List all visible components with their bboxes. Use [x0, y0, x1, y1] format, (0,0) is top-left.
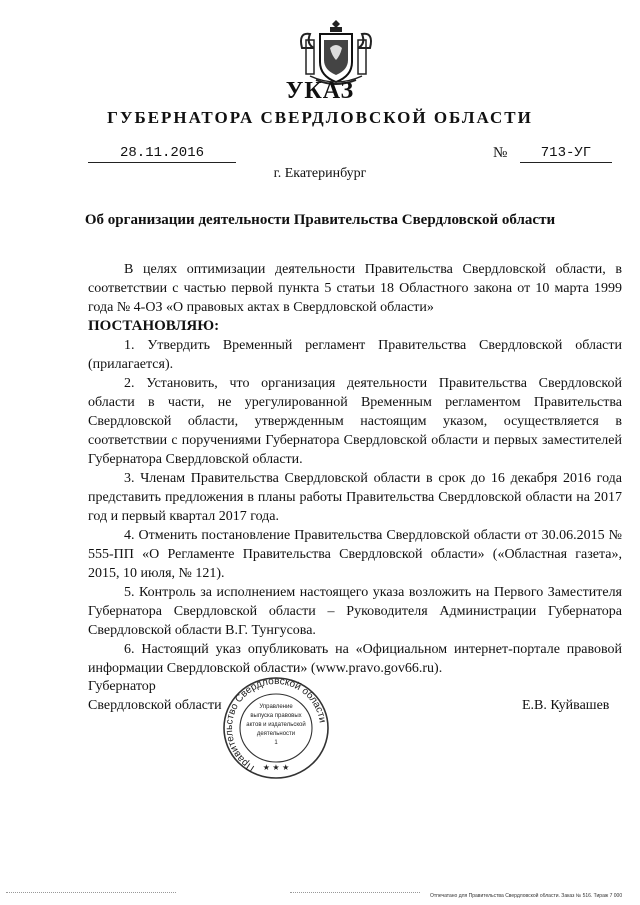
decree-date: 28.11.2016 [88, 144, 236, 163]
scan-artifact-middle [290, 892, 420, 899]
item-4: 4. Отменить постановление Правительства Свердловской области от 30.06.2015 № 555-ПП «О Регламенте Правительства Свердловской области» («Областная газета», 2015, 10 июля, № 121). [88, 528, 622, 581]
document-heading: Об организации деятельности Правительства Свердловской области [84, 212, 556, 228]
decree-number: 713-УГ [520, 144, 612, 163]
number-sign: № [493, 145, 508, 161]
stamp-center-line1: Управление [259, 704, 293, 710]
stamp-center-line5: 1 [274, 740, 278, 746]
decree-title: УКАЗ [285, 78, 355, 104]
print-footer-note: Отпечатано для Правительства Свердловской области. Заказ № 516. Тираж 7 000 [430, 893, 623, 899]
item-6: 6. Настоящий указ опубликовать на «Официальном интернет-портале правовой информации Свердловской области» (www.pravo.gov66.ru). [88, 642, 622, 676]
scan-artifact-left [6, 892, 176, 899]
signatory-position [88, 677, 222, 715]
item-5: 5. Контроль за исполнением настоящего указа возложить на Первого Заместителя Губернатора Свердловской области – Руководителя Администрации Губернатора Свердловской области В.Г. Тунгусова. [88, 585, 622, 638]
document-body [88, 260, 622, 678]
item-1: 1. Утвердить Временный регламент Правительства Свердловской области (прилагается). [88, 338, 622, 372]
official-stamp [216, 672, 336, 784]
item-2: 2. Установить, что организация деятельности Правительства Свердловской области в части, не урегулированной Временным регламентом Правительства Свердловской области, утвержденным настоящим указом, осуществляется в соответствии с поручениями Губернатора Свердловской области и первых заместителей Губернатора Свердловской области. [88, 376, 622, 467]
stamp-center-line4: деятельности [256, 731, 296, 737]
signatory-position-line2: Свердловской области [88, 698, 222, 713]
item-3: 3. Членам Правительства Свердловской области в срок до 16 декабря 2016 года представить предложения в планы работы Правительства Свердловской области на 2017 год и первый квартал 2017 года. [88, 471, 622, 524]
preamble-paragraph: В целях оптимизации деятельности Правительства Свердловской области, в соответствии с частью первой пункта 5 статьи 18 Областного закона от 10 марта 1999 года № 4-ОЗ «О правовых актах в Свердловской области» [88, 262, 622, 315]
signatory-name: Е.В. Куйвашев [522, 698, 610, 713]
signatory-position-line1: Губернатор [88, 679, 156, 694]
decree-issuer: ГУБЕРНАТОРА СВЕРДЛОВСКОЙ ОБЛАСТИ [107, 108, 533, 127]
stamp-center-line2: выпуска правовых [250, 713, 302, 719]
stamp-ring-text: Правительство Свердловской области [224, 675, 328, 774]
stamp-stars: ★ ★ ★ [262, 763, 290, 772]
resolve-word: ПОСТАНОВЛЯЮ: [88, 318, 220, 334]
city-line: г. Екатеринбург [273, 166, 367, 181]
stamp-center-line3: актов и издательской [246, 722, 306, 728]
